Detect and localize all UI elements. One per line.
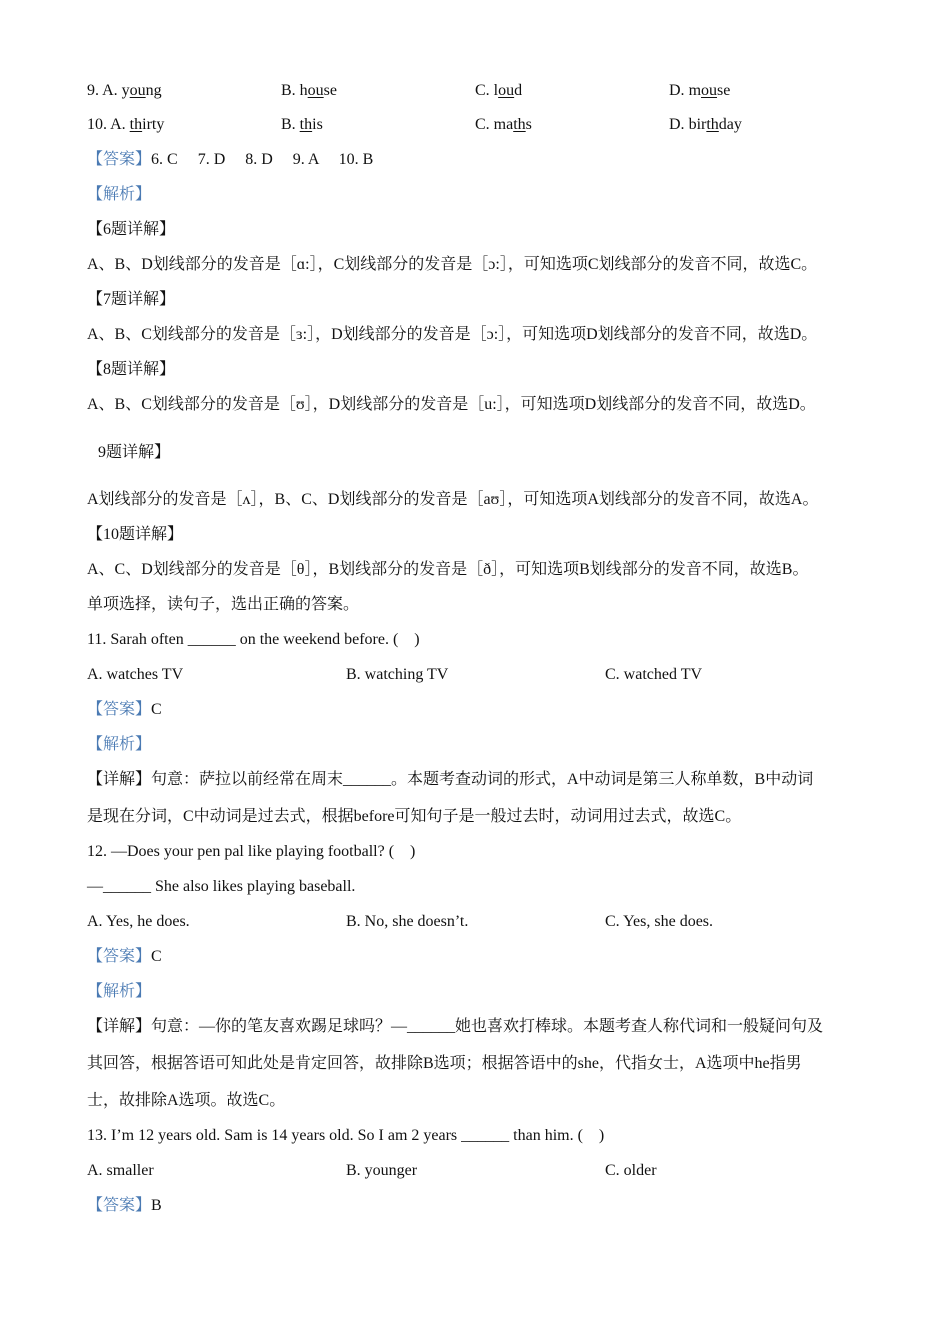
q9-option-c: C. loud: [475, 82, 523, 99]
q9-option-b: B. house: [281, 82, 337, 99]
q11-analysis-tag: 【解析】: [87, 736, 152, 753]
detail-6-title: 【6题详解】: [87, 221, 176, 238]
q9-option-d: D. mouse: [669, 82, 731, 99]
q12-stem-reply: —______ She also likes playing baseball.: [87, 878, 356, 895]
analysis-tag: 【解析】: [87, 186, 152, 203]
q11-detail-line-1: 【详解】句意：萨拉以前经常在周末______。本题考查动词的形式，A中动词是第三人称单数，B中动词: [87, 771, 814, 788]
q12-analysis-tag: 【解析】: [87, 983, 152, 1000]
q12-detail-line-3: 士，故排除A选项。故选C。: [87, 1092, 286, 1109]
q12-option-b: B. No, she doesn’t.: [346, 913, 469, 930]
q12-option-a: A. Yes, he does.: [87, 913, 190, 930]
q11-stem: 11. Sarah often ______ on the weekend before. ( ): [87, 631, 420, 648]
detail-7-title: 【7题详解】: [87, 291, 176, 308]
q12-detail-line-1: 【详解】句意：—你的笔友喜欢踢足球吗？—______她也喜欢打棒球。本题考查人称代词和一般疑问句及: [87, 1018, 824, 1035]
q11-option-a: A. watches TV: [87, 666, 184, 683]
detail-10-text: A、C、D划线部分的发音是［θ］，B划线部分的发音是［ð］，可知选项B划线部分的发音不同，故选B。: [87, 561, 809, 578]
q13-option-c: C. older: [605, 1162, 657, 1179]
detail-8-text: A、B、C划线部分的发音是［ʊ］，D划线部分的发音是［u:］，可知选项D划线部分的发音不同，故选D。: [87, 396, 816, 413]
q13-option-b: B. younger: [346, 1162, 418, 1179]
q13-answer: 【答案】B: [87, 1197, 162, 1214]
detail-10-title: 【10题详解】: [87, 526, 184, 543]
q12-stem: 12. —Does your pen pal like playing football? ( ): [87, 843, 416, 860]
q11-option-b: B. watching TV: [346, 666, 449, 683]
answer-6-10: 【答案】6. C 7. D 8. D 9. A 10. B: [87, 151, 374, 168]
detail-9-title: 9题详解】: [98, 444, 171, 461]
q10-option-d: D. birthday: [669, 116, 742, 133]
q9-option-a: 9. A. young: [87, 82, 162, 99]
detail-8-title: 【8题详解】: [87, 361, 176, 378]
q11-option-c: C. watched TV: [605, 666, 703, 683]
section-title: 单项选择，读句子，选出正确的答案。: [87, 596, 360, 613]
detail-9-text: A划线部分的发音是［ʌ］，B、C、D划线部分的发音是［aʊ］，可知选项A划线部分的发音不同，故选A。: [87, 491, 819, 508]
detail-6-text: A、B、D划线部分的发音是［ɑ:］，C划线部分的发音是［ɔ:］，可知选项C划线部分的发音不同，故选C。: [87, 256, 818, 273]
q11-detail-line-2: 是现在分词，C中动词是过去式，根据before可知句子是一般过去时，动词用过去式，故选C。: [87, 808, 742, 825]
answer-tag: 【答案】: [87, 151, 152, 168]
q12-answer: 【答案】C: [87, 948, 162, 965]
q12-option-c: C. Yes, she does.: [605, 913, 714, 930]
q10-option-b: B. this: [281, 116, 323, 133]
q10-option-a: 10. A. thirty: [87, 116, 165, 133]
q13-stem: 13. I’m 12 years old. Sam is 14 years old. So I am 2 years ______ than him. ( ): [87, 1127, 605, 1144]
detail-7-text: A、B、C划线部分的发音是［ɜ:］，D划线部分的发音是［ɔ:］，可知选项D划线部分的发音不同，故选D。: [87, 326, 818, 343]
q13-option-a: A. smaller: [87, 1162, 154, 1179]
q10-option-c: C. maths: [475, 116, 532, 133]
q11-answer: 【答案】C: [87, 701, 162, 718]
q12-detail-line-2: 其回答，根据答语可知此处是肯定回答，故排除B选项；根据答语中的she，代指女士，A选项中he指男: [87, 1055, 802, 1072]
